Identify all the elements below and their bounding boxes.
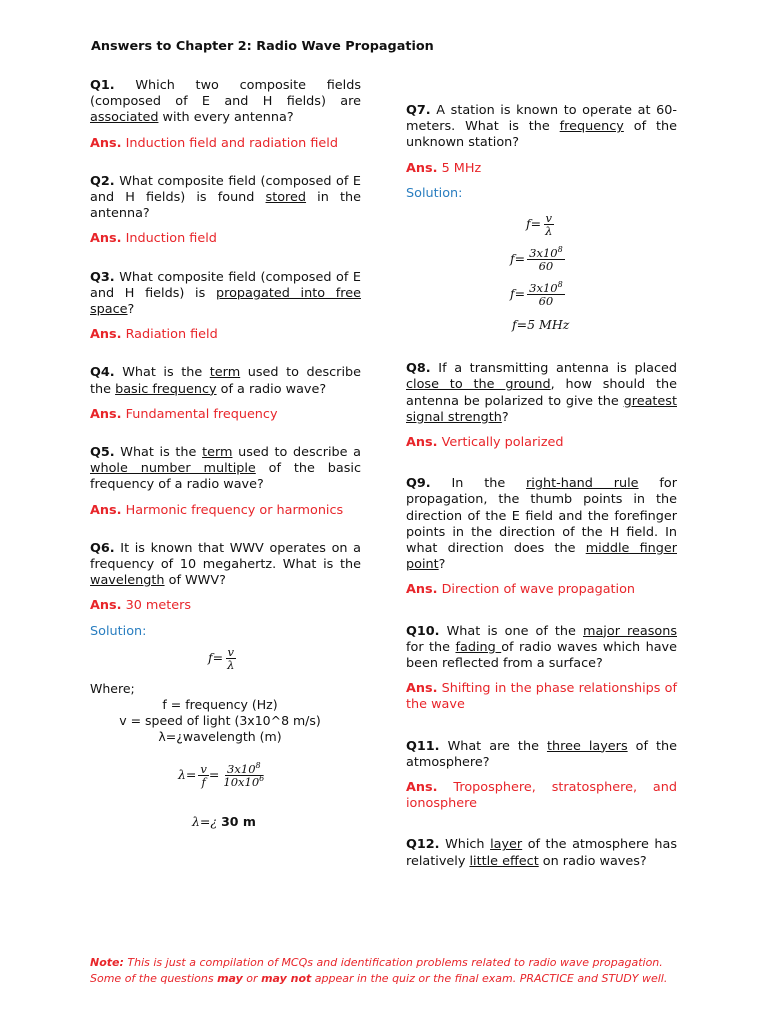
answer: Ans. 5 MHz: [406, 160, 482, 176]
question-q4: [90, 365, 361, 423]
question-q1: [90, 78, 361, 152]
question-text: Q11. What are the three layers of the atmosphere?: [406, 738, 677, 770]
answer: Ans. 30 meters: [90, 598, 192, 614]
question-q12: [406, 837, 677, 869]
answer: Ans. Induction field: [90, 231, 217, 247]
question-q5: [90, 445, 361, 519]
page-title: Answers to Chapter 2: Radio Wave Propagation: [91, 39, 434, 54]
question-text: Q1. Which two composite fields (composed of E and H fields) are associated with every antenna?: [90, 78, 361, 126]
question-q6: [90, 541, 361, 830]
question-q11: [406, 739, 677, 813]
answer: Ans. Induction field and radiation field: [90, 135, 338, 151]
question-text: Q7. A station is known to operate at 60-meters. What is the frequency of the unknown station?: [406, 103, 677, 151]
footer-note: Note: This is just a compilation of MCQs and identification problems related to radio wave propagation. Some of the questions may or may not appear in the quiz or the final exam. PRACTICE and STUDY well.: [90, 956, 668, 985]
solution-label: Solution:: [406, 185, 463, 201]
formula-lambda-calc: λ= $\frac{v}{f}$ = $\frac{3x10^8}{10x10^6}$: [178, 761, 265, 790]
answer: Ans. Harmonic frequency or harmonics: [90, 502, 344, 518]
solution-label: Solution:: [90, 623, 147, 639]
question-number: Q1.: [90, 78, 115, 93]
question-q8: [406, 361, 677, 451]
where-label: Where;: [90, 680, 135, 696]
answer: Ans. Radiation field: [90, 327, 218, 343]
answer: Ans. Direction of wave propagation: [406, 582, 636, 598]
left-column: [90, 78, 361, 846]
question-q10: [406, 624, 677, 714]
question-q7: [406, 103, 677, 333]
question-text: Q10. What is one of the major reasons for the fading of radio waves which have been reflected from a surface?: [406, 623, 677, 672]
answer: Ans. Shifting in the phase relationships of the wave: [406, 681, 677, 713]
formula-f-v-lambda: f= $\frac{v}{\lambda}$: [208, 644, 235, 672]
formula-f-result: f=5 MHz: [512, 317, 570, 333]
answer: Ans. Fundamental frequency: [90, 406, 278, 422]
question-text: Q8. If a transmitting antenna is placed close to the ground, how should the antenna be polarized to give the greatest signal strength?: [406, 361, 677, 425]
formula-f-calc-2: f= $\frac{3x10^8}{60}$: [510, 280, 563, 309]
definitions: f = frequency (Hz) v = speed of light (3x10^8 m/s) λ=¿wavelength (m): [119, 697, 321, 745]
lambda-result: λ=¿ 30 m: [192, 814, 256, 830]
formula-f-calc: f= $\frac{3x10^8}{60}$: [510, 245, 563, 274]
question-text: Q6. It is known that WWV operates on a frequency of 10 megahertz. What is the wavelength of WWV?: [90, 540, 361, 589]
question-text: Q5. What is the term used to describe a whole number multiple of the basic frequency of a radio wave?: [90, 445, 361, 493]
answer: Ans. Vertically polarized: [406, 435, 564, 451]
question-text: Q3. What composite field (composed of E and H fields) is propagated into free space?: [90, 269, 361, 318]
question-q9: [406, 476, 677, 598]
question-text: Q4. What is the term used to describe the basic frequency of a radio wave?: [90, 365, 361, 397]
answer: Ans. Troposphere, stratosphere, and ionosphere: [406, 780, 677, 812]
question-q3: [90, 270, 361, 344]
question-q2: [90, 174, 361, 248]
formula-f-v-lambda: f= $\frac{v}{\lambda}$: [526, 211, 553, 239]
question-text: Q12. Which layer of the atmosphere has relatively little effect on radio waves?: [406, 837, 677, 869]
question-text: Q9. In the right-hand rule for propagation, the thumb points in the direction of the E field and the forefinger points in the direction of the H field. In what direction does the middle finger point?: [406, 476, 677, 573]
question-text: Q2. What composite field (composed of E and H fields) is found stored in the antenna?: [90, 173, 361, 222]
right-column: [406, 103, 677, 886]
